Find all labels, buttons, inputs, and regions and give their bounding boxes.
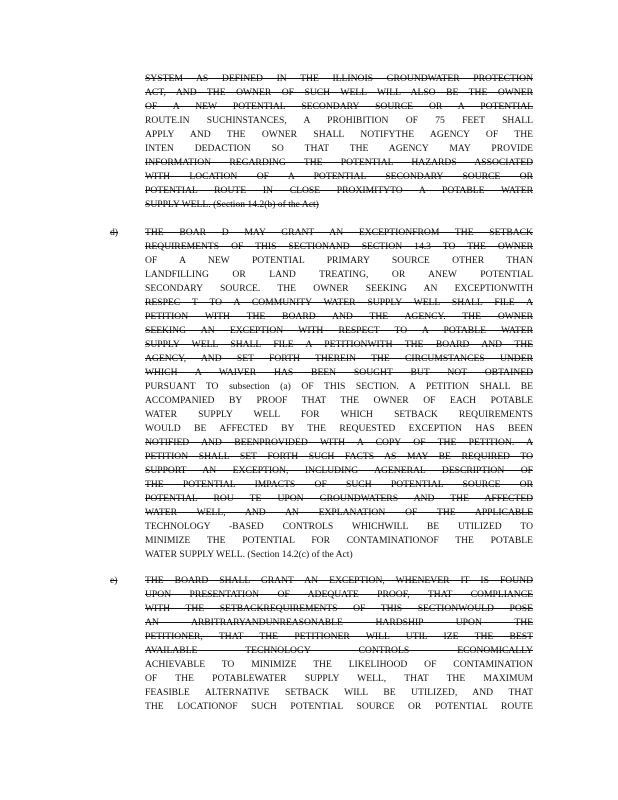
text-line: WITH THE SETBACKREQUIREMENTS OF THIS SECTIONWOULD POSE xyxy=(145,603,533,614)
text-line: POTENTIAL ROU TE UPON GROUNDWATERS AND THE AFFECTED xyxy=(145,493,533,504)
text-line: RESPEC T TO A COMMUNITY WATER SUPPLY WELL SHALL FILE A xyxy=(145,297,533,308)
text-line: WHICH A WAIVER HAS BEEN SOUGHT BUT NOT OBTAINED xyxy=(145,367,533,378)
text-line: OF A NEW POTENTIAL PRIMARY SOURCE OTHER THAN xyxy=(145,255,533,266)
text-line: WATER SUPPLY WELL. (Section 14.2(c) of the Act) xyxy=(145,549,353,560)
text-line: OF A NEW POTENTIAL SECONDARY SOURCE OR A POTENTIAL xyxy=(145,101,533,112)
text-line: THE BOAR D MAY GRANT AN EXCEPTIONFROM THE SETBACK xyxy=(145,227,533,238)
text-line: ACCOMPANIED BY PROOF THAT THE OWNER OF EACH POTABLE xyxy=(145,395,533,406)
text-line: THE BOARD SHALL GRANT AN EXCEPTION, WHENEVER IT IS FOUND xyxy=(145,575,533,586)
text-line: PURSUANT TO subsection (a) OF THIS SECTION. A PETITION SHALL BE xyxy=(145,381,533,392)
text-line: AGENCY, AND SET FORTH THEREIN THE CIRCUMSTANCES UNDER xyxy=(145,353,533,364)
text-line: WATER WELL, AND AN EXPLANATION OF THE APPLICABLE xyxy=(145,507,533,518)
text-line: THE POTENTIAL IMPACTS OF SUCH POTENTIAL SOURCE OR xyxy=(145,479,533,490)
text-line: ROUTE.IN SUCHINSTANCES, A PROHIBITION OF 75 FEET SHALL xyxy=(145,115,533,126)
text-line: MINIMIZE THE POTENTIAL FOR CONTAMINATIONOF THE POTABLE xyxy=(145,535,533,546)
subsection-marker: e) xyxy=(110,575,118,586)
text-line: ACT, AND THE OWNER OF SUCH WELL WILL ALSO BE THE OWNER xyxy=(145,87,533,98)
text-line: TECHNOLOGY -BASED CONTROLS WHICHWILL BE UTILIZED TO xyxy=(145,521,533,532)
text-line: REQUIREMENTS OF THIS SECTIONAND SECTION 14.3 TO THE OWNER xyxy=(145,241,533,252)
subsection-marker: d) xyxy=(110,227,118,238)
text-line: NOTIFIED AND BEENPROVIDED WITH A COPY OF THE PETITION. A xyxy=(145,437,533,448)
text-line: SYSTEM AS DEFINED IN THE ILLINOIS GROUNDWATER PROTECTION xyxy=(145,73,533,84)
text-line: SUPPORT AN EXCEPTION, INCLUDING AGENERAL DESCRIPTION OF xyxy=(145,465,533,476)
text-line: APPLY AND THE OWNER SHALL NOTIFYTHE AGENCY OF THE xyxy=(145,129,533,140)
text-line: ACHIEVABLE TO MINIMIZE THE LIKELIHOOD OF CONTAMINATION xyxy=(145,659,533,670)
text-line: AN ARBITRARYANDUNREASONABLE HARDSHIP UPON THE xyxy=(145,617,533,628)
text-line: FEASIBLE ALTERNATIVE SETBACK WILL BE UTILIZED, AND THAT xyxy=(145,687,533,698)
text-line: INTEN DEDACTION SO THAT THE AGENCY MAY PROVIDE xyxy=(145,143,533,154)
text-line: SUPPLY WELL SHALL FILE A PETITIONWITH THE BOARD AND THE xyxy=(145,339,533,350)
text-line: WITH LOCATION OF A POTENTIAL SECONDARY SOURCE OR xyxy=(145,171,533,182)
text-line: OF THE POTABLEWATER SUPPLY WELL, THAT THE MAXIMUM xyxy=(145,673,533,684)
text-line: AVAILABLE TECHNOLOGY CONTROLS ECONOMICALLY xyxy=(145,645,533,656)
text-line: SEEKING AN EXCEPTION WITH RESPECT TO A POTABLE WATER xyxy=(145,325,533,336)
text-line: SUPPLY WELL. (Section 14.2(b) of the Act) xyxy=(145,199,319,210)
text-line: POTENTIAL ROUTE IN CLOSE PROXIMITYTO A POTABLE WATER xyxy=(145,185,533,196)
text-line: LANDFILLING OR LAND TREATING, OR ANEW POTENTIAL xyxy=(145,269,533,280)
text-line: UPON PRESENTATION OF ADEQUATE PROOF, THAT COMPLIANCE xyxy=(145,589,533,600)
text-line: PETITIONER, THAT THE PETITIONER WILL UTIL IZE THE BEST xyxy=(145,631,533,642)
text-line: THE LOCATIONOF SUCH POTENTIAL SOURCE OR POTENTIAL ROUTE xyxy=(145,701,533,712)
text-line: PETITION SHALL SET FORTH SUCH FACTS AS MAY BE REQUIRED TO xyxy=(145,451,533,462)
text-line: WOULD BE AFFECTED BY THE REQUESTED EXCEPTION HAS BEEN xyxy=(145,423,533,434)
text-line: INFORMATION REGARDING THE POTENTIAL HAZARDS ASSOCIATED xyxy=(145,157,533,168)
text-line: PETITION WITH THE BOARD AND THE AGENCY. THE OWNER xyxy=(145,311,533,322)
text-line: SECONDARY SOURCE. THE OWNER SEEKING AN EXCEPTIONWITH xyxy=(145,283,533,294)
text-line: WATER SUPPLY WELL FOR WHICH SETBACK REQUIREMENTS xyxy=(145,409,533,420)
